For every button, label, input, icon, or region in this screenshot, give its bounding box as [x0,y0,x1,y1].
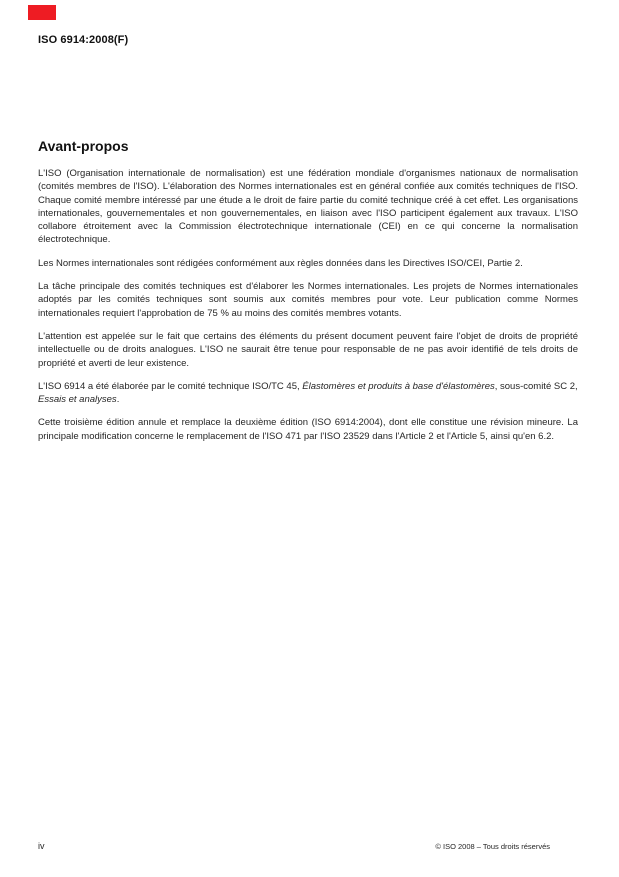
text-run: , sous-comité SC 2, [494,380,578,392]
foreword-paragraph [38,167,578,247]
text-run: L'attention est appelée sur le fait que certains des éléments du présent document peuvent faire l'objet de droits de propriété intellectuelle ou de droits analogues. L'ISO ne saurait être tenue pour responsable de ne pas avoir identifié de tels droits de propriété et averti de leur existence. [38,330,578,369]
page-number: iv [38,841,45,851]
text-run: L'ISO (Organisation internationale de normalisation) est une fédération mondiale d'organismes nationaux de normalisation (comités membres de l'ISO). L'élaboration des Normes internationales est en général confiée aux comités techniques de l'ISO. Chaque comité membre intéressé par une étude a le droit de faire partie du comité technique créé à cet effet. Les organisations internationales, gouvernementales et non gouvernementales, en liaison avec l'ISO participent également aux travaux. L'ISO collabore étroitement avec la Commission électrotechnique internationale (CEI) en ce qui concerne la normalisation électrotechnique. [38,168,578,246]
foreword-title: Avant-propos [38,138,129,154]
text-run: La tâche principale des comités techniques est d'élaborer les Normes internationales. Les projets de Normes internationales adoptés par les comités techniques sont soumis aux comités membres pour vote. Leur publication comme Normes internationales requiert l'approbation de 75 % au moins des comités membres votants. [38,281,578,319]
foreword-paragraph [38,330,578,370]
foreword-paragraph [38,280,578,320]
foreword-paragraph [38,416,578,443]
text-run: L'ISO 6914 a été élaborée par le comité technique ISO/TC 45, [38,380,303,392]
foreword-paragraph [38,257,578,270]
foreword-paragraph [38,380,578,407]
italic-text-run: Élastomères et produits à base d'élastomères [302,380,495,392]
document-reference-header: ISO 6914:2008(F) [38,34,129,46]
text-run: . [116,394,120,406]
text-run: Les Normes internationales sont rédigées conformément aux règles données dans les Directives ISO/CEI, Partie 2. [38,257,523,269]
italic-text-run: Essais et analyses [38,394,117,406]
text-run: Cette troisième édition annule et remplace la deuxième édition (ISO 6914:2004), dont elle constitue une révision mineure. La principale modification concerne le remplacement de l'ISO 471 par l'ISO 23529 dans l'Article 2 et l'Article 5, ainsi qu'en 6.2. [38,417,578,442]
copyright-notice: © ISO 2008 – Tous droits réservés [435,842,550,851]
red-marker [28,5,56,20]
foreword-paragraphs [38,167,578,453]
